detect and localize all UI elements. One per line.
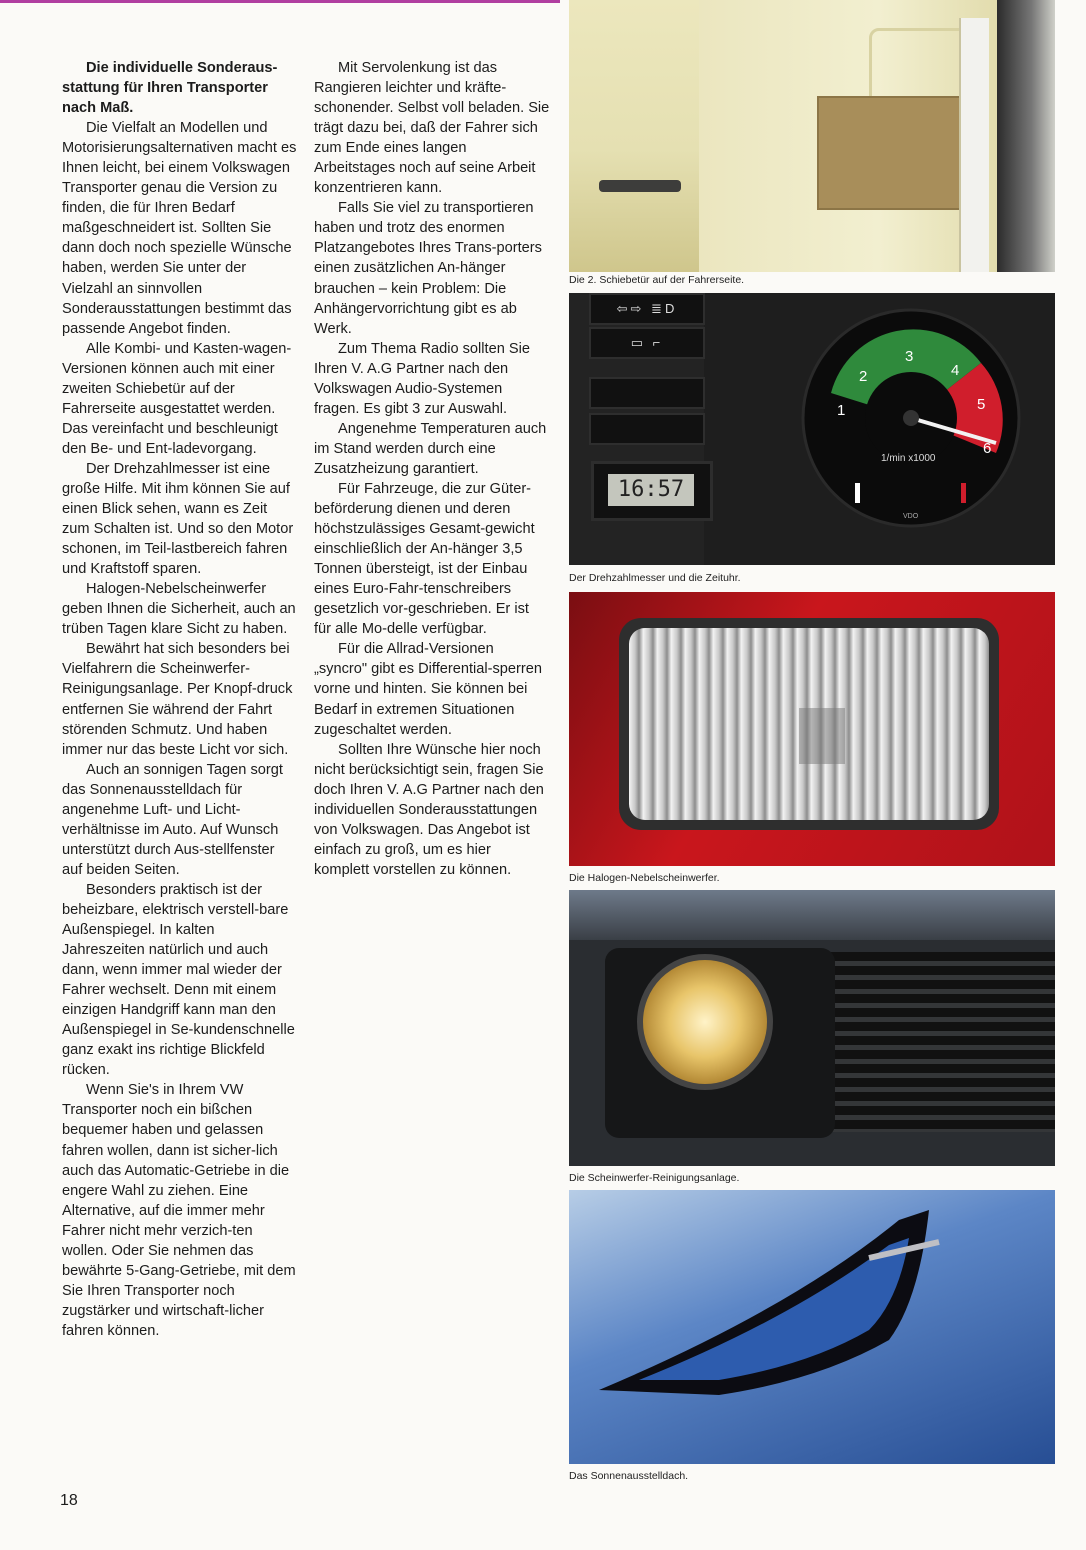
photo-headlight-washer [569,890,1055,1166]
paragraph: Besonders praktisch ist der beheizbare, elektrisch verstell-bare Außenspiegel. In kalten Jahreszeiten natürlich und auch dann, wenn immer mal wieder der Fahrer wechselt. Denn mit einem einzigen Handgriff kann man den Außenspiegel in Se-kundenschnelle ganz exakt ins richtige Blickfeld rücken. [62,881,295,1079]
photo-fog-lamp [569,592,1055,866]
paragraph: Für die Allrad-Versionen „syncro" gibt es Differential-sperren vorne und hinten. Sie können bei Bedarf in extremen Situationen zugeschaltet werden. [314,641,542,738]
caption-photo2: Der Drehzahlmesser und die Zeituhr. [569,572,741,584]
paragraph: Angenehme Temperaturen auch im Stand werden durch eine Zusatzheizung garantiert. [314,420,547,477]
switch-panel [569,293,704,565]
photo-sunroof [569,1190,1055,1464]
paragraph: Alle Kombi- und Kasten-wagen-Versionen können auch mit einer zweiten Schiebetür auf der Fahrerseite ausgestattet werden. Das vereinfacht und beschleunigt den Be- und Ent-ladevorgang. [62,340,292,457]
wooden-board [817,96,961,210]
paragraph: Zum Thema Radio sollten Sie Ihren V. A.G Partner nach den Volkswagen Audio-Systemen fragen. Es gibt 3 zur Auswahl. [314,340,530,417]
text-column-2 [314,58,550,880]
text-column-1 [62,58,298,1341]
paragraph: Falls Sie viel zu transportieren haben und trotz des enormen Platzangebotes Ihres Trans-porters einen zusätzlichen An-hänger brauchen – kein Problem: Die Anhängervorrichtung gibt es ab Werk. [314,200,542,337]
temp-bar [855,483,860,503]
gauge-unit: 1/min x1000 [881,453,936,464]
gauge-number: 1 [837,402,846,419]
caption-photo1: Die 2. Schiebetür auf der Fahrerseite. [569,274,745,286]
gauge-brand: VDO [903,513,919,520]
tachometer-gauge [801,303,1021,533]
paragraph: Mit Servolenkung ist das Rangieren leichter und kräfte-schonender. Selbst voll beladen. Sie trägt dazu bei, daß der Fahrer sich zum Ende eines langen Arbeitstages noch auf seine Arbeit konzentrieren kann. [314,60,550,197]
digital-clock [591,461,713,521]
clock-display: 16:57 [608,474,694,506]
page-number: 18 [60,1492,78,1509]
blank-switch [589,413,705,445]
gauge-number: 5 [977,396,986,413]
gauge-number: 4 [951,362,960,379]
door-frame [997,0,1055,272]
caption-photo4: Die Scheinwerfer-Reinigungsanlage. [569,1172,740,1184]
radiator-grille [831,952,1055,1132]
blank-switch [589,377,705,409]
accent-bar [0,0,560,3]
gauge-number: 6 [983,440,992,457]
article-heading: Die individuelle Sonderaus- stattung für Ihren Transporter nach Maß. [62,60,278,117]
fuel-bar [961,483,966,503]
paragraph: Halogen-Nebelscheinwerfer geben Ihnen die Sicherheit, auch an trüben Tagen klare Sicht zu haben. [62,581,296,638]
door-handle [599,180,681,192]
lamp-emblem [799,708,845,764]
paragraph: Bewährt hat sich besonders bei Vielfahrern die Scheinwerfer-Reinigungsanlage. Per Knopf-druck entfernen Sie während der Fahrt störenden Schmutz. Und haben immer nur das beste Licht vor sich. [62,641,293,758]
warning-lights: ▭ ⌐ [589,327,705,359]
paragraph: Sollten Ihre Wünsche hier noch nicht berücksichtigt sein, fragen Sie doch Ihren V. A.G Partner nach den individuellen Sonderausstattungen von Volkswagen. Das Angebot ist einfach zu groß, um es hier komplett vorstellen zu können. [314,741,544,878]
photo-tachometer [569,293,1055,565]
paragraph: Auch an sonnigen Tagen sorgt das Sonnenausstelldach für angenehme Luft- und Licht-verhältnisse im Auto. Auf Wunsch unterstützt durch Aus-stellfenster auf beiden Seiten. [62,761,283,878]
paragraph: Für Fahrzeuge, die zur Güter-beförderung dienen und deren höchstzulässiges Gesamt-gewicht einschließlich der An-hänger 3,5 Tonnen übersteigt, ist der Einbau eines Euro-Fahr-tenschreibers gesetzlich vor-geschrieben. Er ist für alle Mo-delle verfügbar. [314,480,535,638]
fog-lamp-lens [629,628,989,820]
caption-photo5: Das Sonnenausstelldach. [569,1470,689,1482]
gauge-number: 2 [859,368,868,385]
caption-photo3: Die Halogen-Nebelscheinwerfer. [569,872,720,884]
sunroof-drawing [569,1190,1055,1464]
car-body [569,890,1055,940]
headlight [637,954,773,1090]
gauge-number: 3 [905,348,914,365]
door-post [959,18,989,272]
fog-lamp-housing [619,618,999,830]
paragraph: Die Vielfalt an Modellen und Motorisierungsalternativen macht es Ihnen leicht, bei einem Volkswagen Transporter genau die Version zu finden, die für Ihren Bedarf maßgeschneidert ist. Sollten Sie dann doch noch spezielle Wünsche haben, werden Sie unter der Vielzahl an sinnvollen Sonderausstattungen bestimmt das passende Angebot finden. [62,120,297,337]
indicator-switch: ⇦⇨ ≣D [589,293,705,325]
photo-sliding-door [569,0,1055,272]
paragraph: Der Drehzahlmesser ist eine große Hilfe. Mit ihm können Sie auf einen Blick sehen, wann es Zeit zum Schalten ist. Und so den Motor schonen, im Teil-lastbereich fahren und Kraftstoff sparen. [62,460,294,578]
paragraph: Wenn Sie's in Ihrem VW Transporter noch ein bißchen bequemer haben und gelassen fahren wollen, dann ist sicher-lich auch das Automatic-Getriebe in die engere Wahl zu ziehen. Eine Alternative, auf die immer mehr Fahrer nicht mehr verzich-ten wollen. Oder Sie nehmen das bewährte 5-Gang-Getriebe, mit dem Sie Ihren Transporter noch zugstärker und wirtschaft-licher fahren können. [62,1082,296,1339]
